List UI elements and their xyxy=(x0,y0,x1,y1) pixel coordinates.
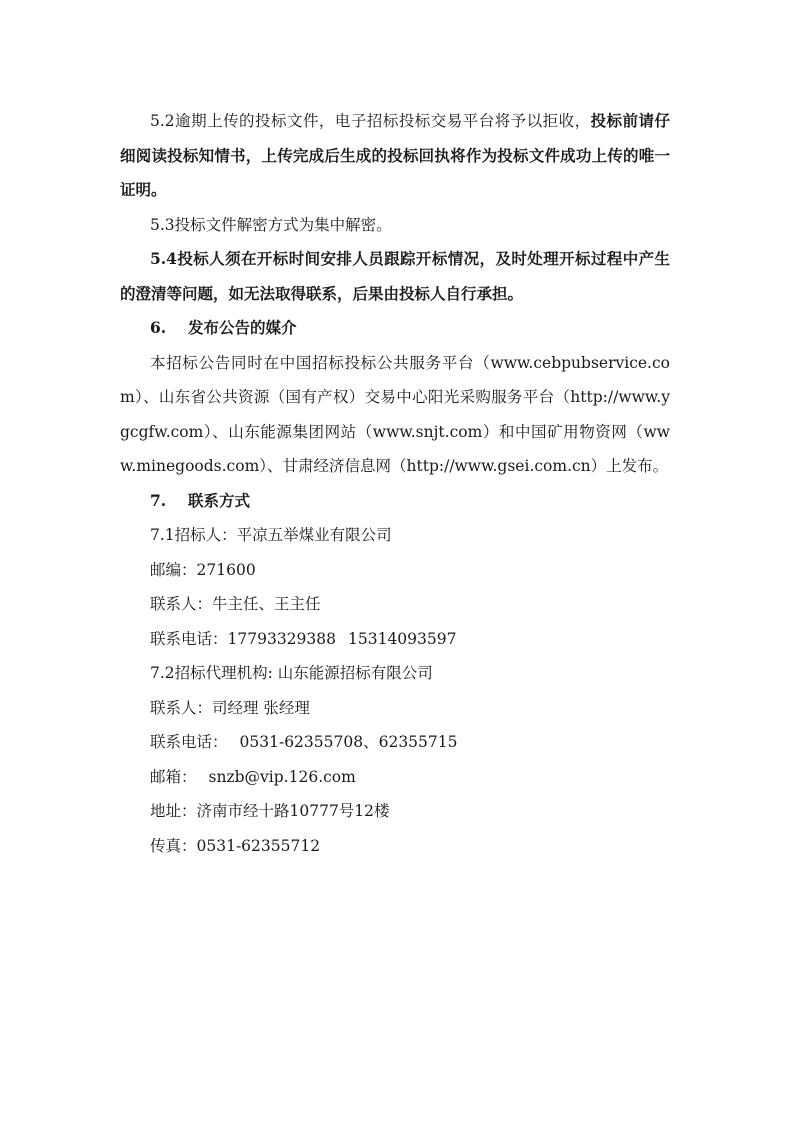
postcode-value: 271600 xyxy=(196,560,256,579)
phone-1-label: 联系电话： xyxy=(150,629,228,648)
paragraph-media: 本招标公告同时在中国招标投标公共服务平台（www.cebpubservice.com）、山东省公共资源（国有产权）交易中心阳光采购服务平台（http://www.ygcgfw.com）、山东能源集团网站（www.snjt.com）和中国矿用物资网（www.minegoods.com）、甘肃经济信息网（http://www.gsei.com.cn）上发布。 xyxy=(120,353,670,475)
phone-1-a: 17793329388 xyxy=(227,629,336,648)
email-value: snzb@vip.126.com xyxy=(208,767,356,786)
phone-2-label: 联系电话： xyxy=(150,733,228,751)
postcode-label: 邮编： xyxy=(150,560,197,579)
heading-6-number: 6. xyxy=(150,318,167,337)
contact-address: 地址：济南市经十路10777号12楼 xyxy=(150,802,390,820)
document-body xyxy=(120,104,670,863)
heading-6 xyxy=(120,311,670,346)
contact-fax: 传真：0531-62355712 xyxy=(150,836,321,855)
contact-phone-1 xyxy=(120,622,670,657)
contact-tenderer: 7.1招标人：平凉五举煤业有限公司 xyxy=(150,526,392,544)
contact-postcode xyxy=(120,553,670,588)
contact-email xyxy=(120,760,670,795)
contact-agency: 7.2招标代理机构: 山东能源招标有限公司 xyxy=(150,664,433,682)
paragraph-5-2-normal: 5.2逾期上传的投标文件，电子招标投标交易平台将予以拒收， xyxy=(150,112,591,130)
contact-person-2: 联系人：司经理 张经理 xyxy=(150,698,310,717)
phone-2-value: 0531-62355708、62355715 xyxy=(239,733,458,751)
heading-7 xyxy=(120,484,670,519)
paragraph-5-4: 5.4投标人须在开标时间安排人员跟踪开标情况，及时处理开标过程中产生的澄清等问题，如无法取得联系，后果由投标人自行承担。 xyxy=(120,249,670,303)
paragraph-5-3: 5.3投标文件解密方式为集中解密。 xyxy=(150,215,392,234)
email-label: 邮箱： xyxy=(150,767,197,786)
paragraph-5-2-bold: 投标前请仔细阅读投标知情书，上传完成后生成的投标回执将作为投标文件成功上传的唯一证明。 xyxy=(120,111,670,199)
contact-person-1: 联系人：牛主任、王主任 xyxy=(150,595,321,613)
paragraph-5-2 xyxy=(120,104,670,208)
phone-1-b: 15314093597 xyxy=(348,629,457,648)
contact-phone-2 xyxy=(120,725,670,760)
heading-6-title: 发布公告的媒介 xyxy=(188,318,297,337)
heading-7-number: 7. xyxy=(150,490,167,510)
heading-7-title: 联系方式 xyxy=(188,490,251,510)
